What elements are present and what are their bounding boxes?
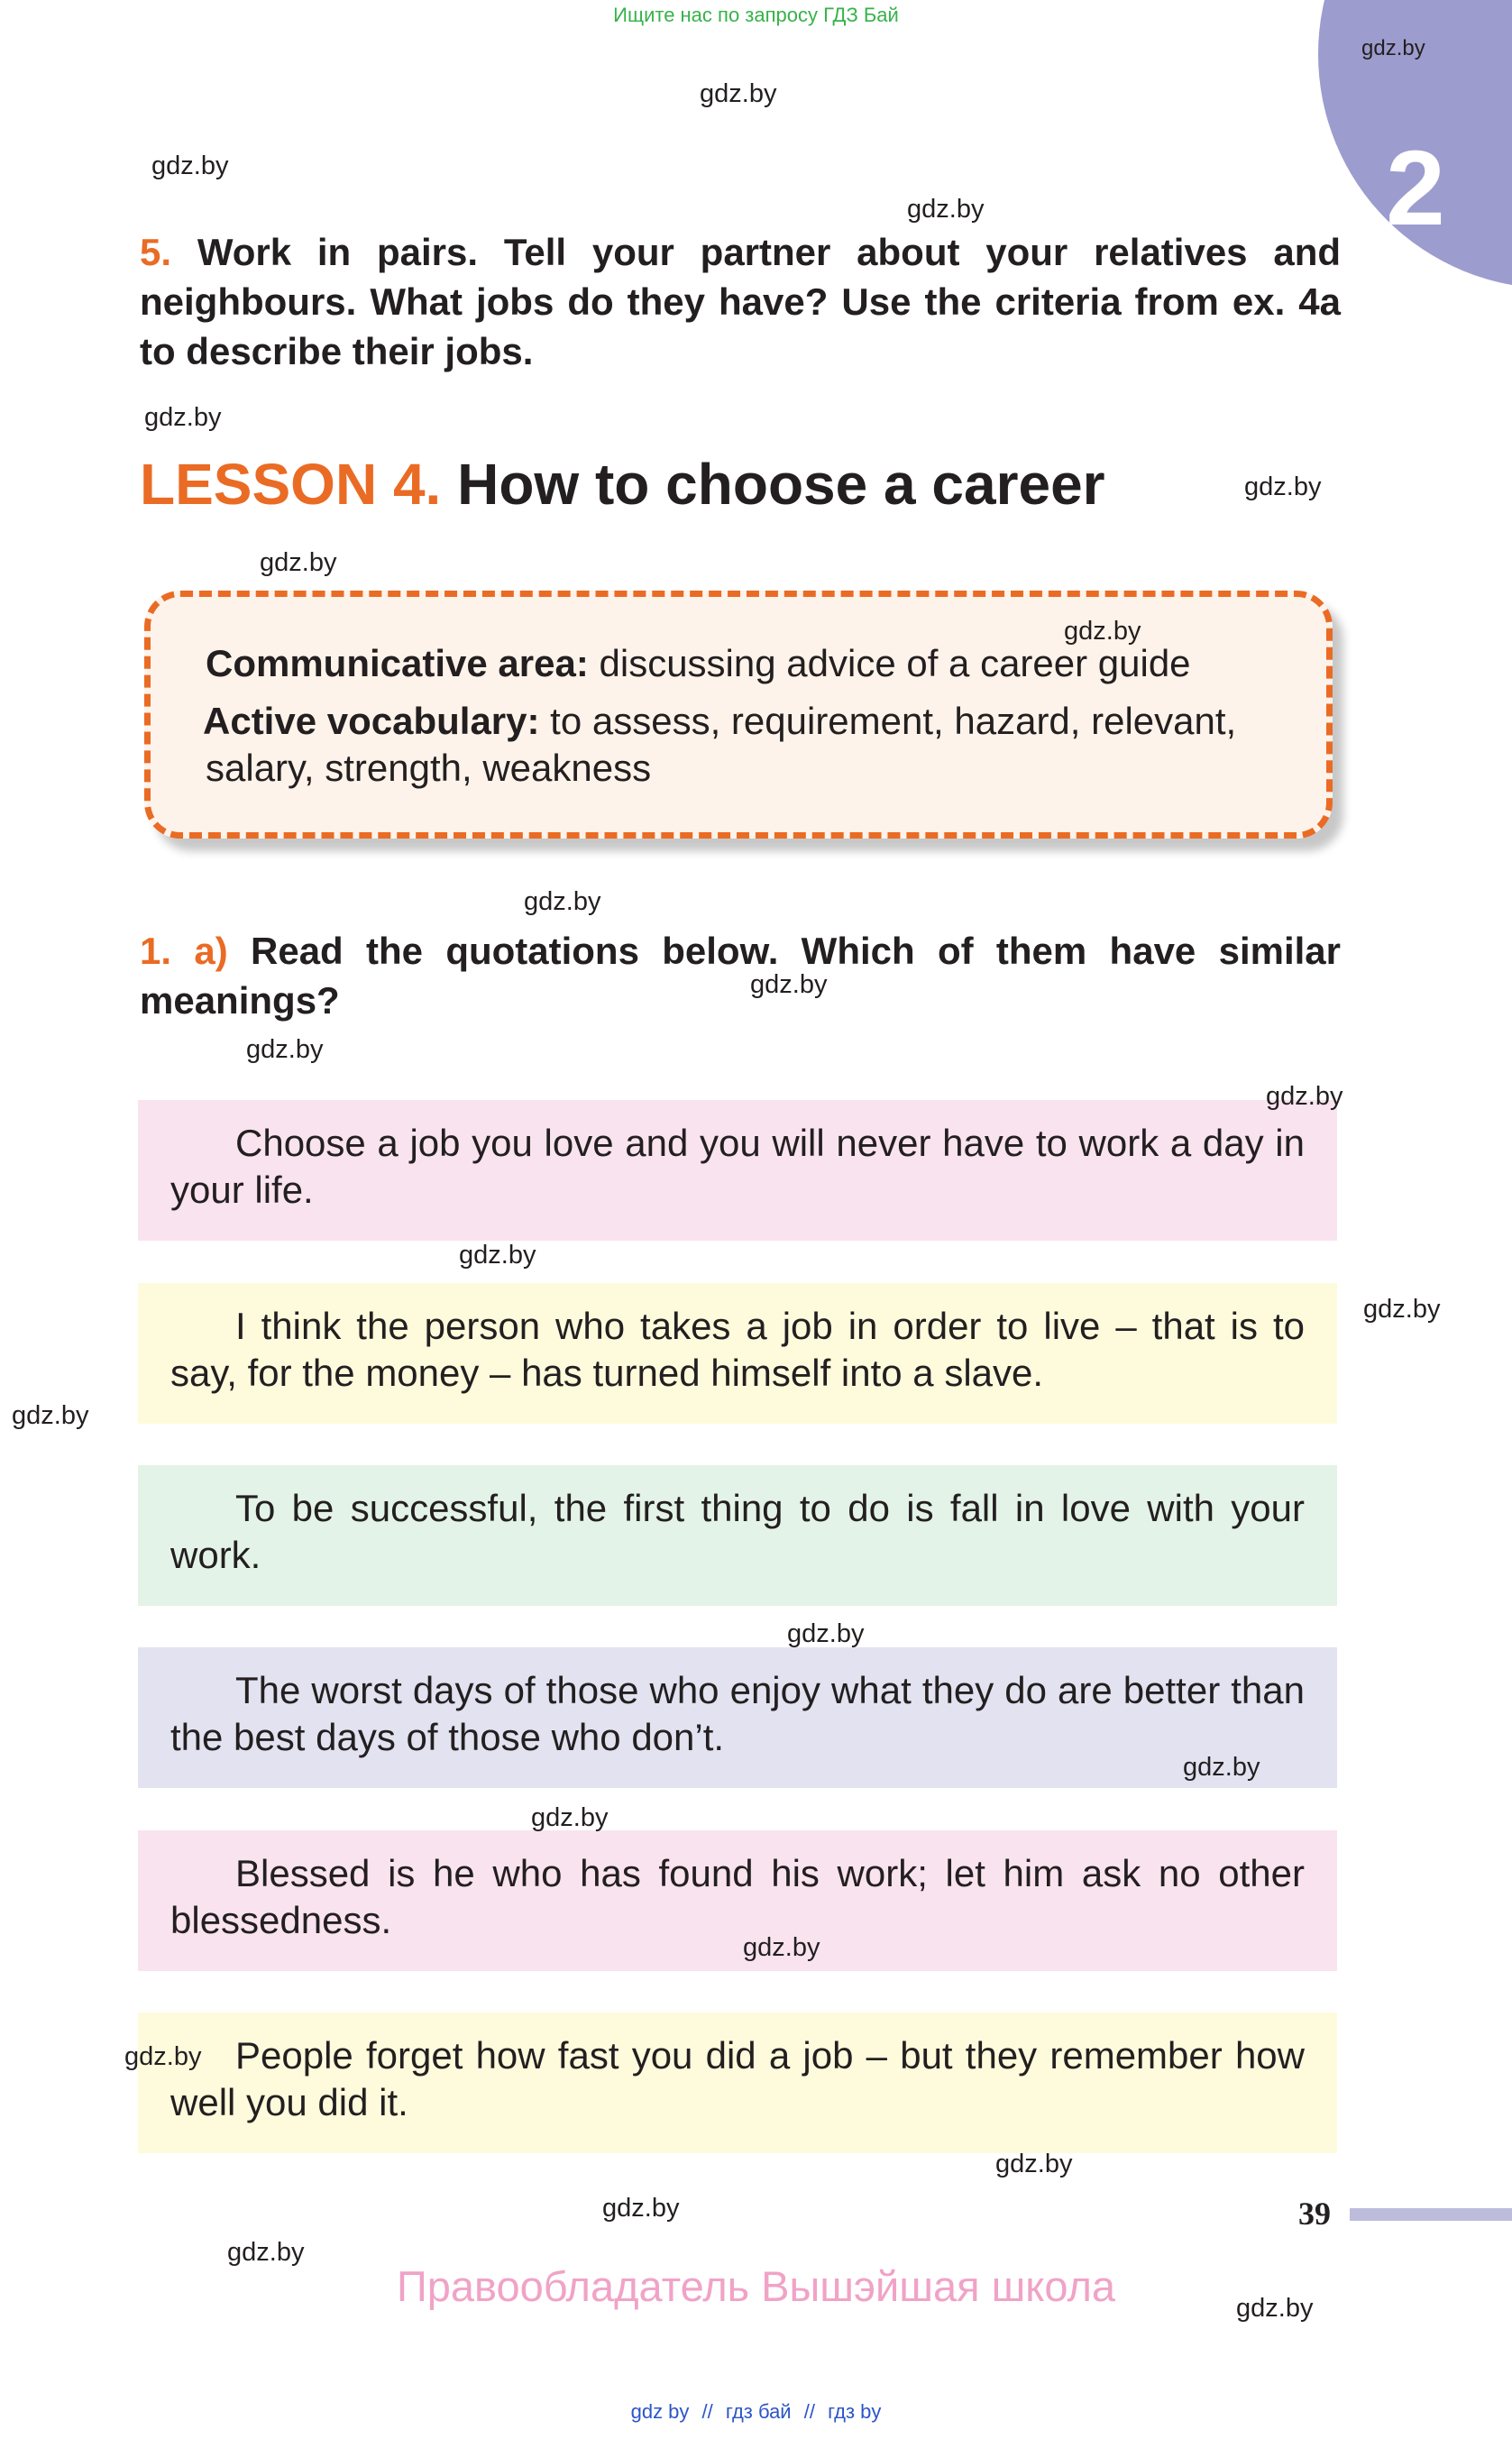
- quote-card: [138, 1465, 1337, 1606]
- active-vocabulary-continued: salary, strength, weakness: [206, 747, 652, 789]
- page-number: 39: [1298, 2196, 1331, 2232]
- search-banner: Ищите нас по запросу ГДЗ Бай: [613, 4, 899, 26]
- active-vocabulary-line1: to assess, requirement, hazard, relevant,: [550, 700, 1237, 742]
- footer-link-gdz-by-alt[interactable]: гдз by: [828, 2400, 882, 2423]
- quote-card: [138, 1283, 1337, 1424]
- watermark: gdz.by: [1236, 2294, 1314, 2323]
- communicative-area-label: Communicative area:: [206, 642, 589, 684]
- watermark: gdz.by: [524, 887, 601, 916]
- watermark: gdz.by: [995, 2150, 1073, 2178]
- task-1a: [140, 926, 1341, 1025]
- watermark: gdz.by: [246, 1035, 324, 1064]
- quote-card: [138, 1830, 1337, 1971]
- watermark: gdz.by: [1266, 1082, 1343, 1111]
- lesson-name: How to choose a career: [457, 452, 1105, 517]
- footer-link-gdz-bai[interactable]: гдз бай: [725, 2400, 792, 2423]
- watermark: gdz.by: [1244, 472, 1322, 501]
- watermark: gdz.by: [700, 79, 777, 108]
- active-vocabulary-label: Active vocabulary:: [203, 700, 540, 742]
- footer-separator: //: [701, 2400, 713, 2423]
- watermark: gdz.by: [227, 2238, 305, 2267]
- watermark: gdz.by: [787, 1619, 865, 1648]
- quote-text: The worst days of those who enjoy what they do are better than the best days of those who don’t.: [170, 1669, 1305, 1758]
- watermark: gdz.by: [750, 970, 828, 999]
- watermark: gdz.by: [144, 403, 222, 432]
- quote-text: I think the person who takes a job in order to live – that is to say, for the money – has turned himself into a slave.: [170, 1305, 1305, 1394]
- task-1a-number: 1. a): [140, 930, 228, 972]
- communicative-area: [206, 640, 1191, 687]
- quote-card: [138, 1100, 1337, 1241]
- quote-text: Choose a job you love and you will never have to work a day in your life.: [170, 1122, 1305, 1211]
- task-5: [140, 227, 1341, 376]
- watermark: gdz.by: [1361, 36, 1425, 60]
- rights-holder: Правообладатель Вышэйшая школа: [396, 2262, 1116, 2310]
- watermark: gdz.by: [1183, 1753, 1260, 1782]
- footer-separator: //: [803, 2400, 815, 2423]
- watermark: gdz.by: [151, 151, 229, 180]
- active-vocabulary: [203, 698, 1236, 745]
- watermark: gdz.by: [531, 1803, 609, 1832]
- task-5-text: Work in pairs. Tell your partner about your relatives and neighbours. What jobs do they have? Use the criteria from ex. 4a to describe their jobs.: [140, 231, 1341, 372]
- footer-link-gdz-by[interactable]: gdz by: [630, 2400, 690, 2423]
- footer-links: [0, 2400, 1512, 2424]
- quote-text: To be successful, the first thing to do is fall in love with your work.: [170, 1487, 1305, 1576]
- watermark: gdz.by: [12, 1401, 89, 1430]
- lesson-label: LESSON 4.: [140, 452, 442, 517]
- quote-card: [138, 2013, 1337, 2153]
- watermark: gdz.by: [1064, 617, 1141, 646]
- watermark: gdz.by: [459, 1241, 536, 1270]
- watermark: gdz.by: [124, 2042, 202, 2071]
- watermark: gdz.by: [907, 195, 985, 224]
- lesson-title: [140, 451, 1105, 518]
- chapter-number: 2: [1386, 129, 1445, 248]
- watermark: gdz.by: [1363, 1295, 1441, 1324]
- task-1a-text: Read the quotations below. Which of them have similar meanings?: [140, 930, 1342, 1022]
- quote-card: [138, 1647, 1337, 1788]
- task-5-number: 5.: [140, 231, 172, 273]
- communicative-area-text: discussing advice of a career guide: [599, 642, 1191, 684]
- watermark: gdz.by: [602, 2194, 680, 2223]
- page-number-bar: [1350, 2208, 1512, 2221]
- watermark: gdz.by: [260, 548, 337, 577]
- quote-text: Blessed is he who has found his work; let him ask no other blessedness.: [170, 1852, 1305, 1941]
- quote-text: People forget how fast you did a job – but they remember how well you did it.: [170, 2034, 1305, 2123]
- watermark: gdz.by: [743, 1933, 820, 1962]
